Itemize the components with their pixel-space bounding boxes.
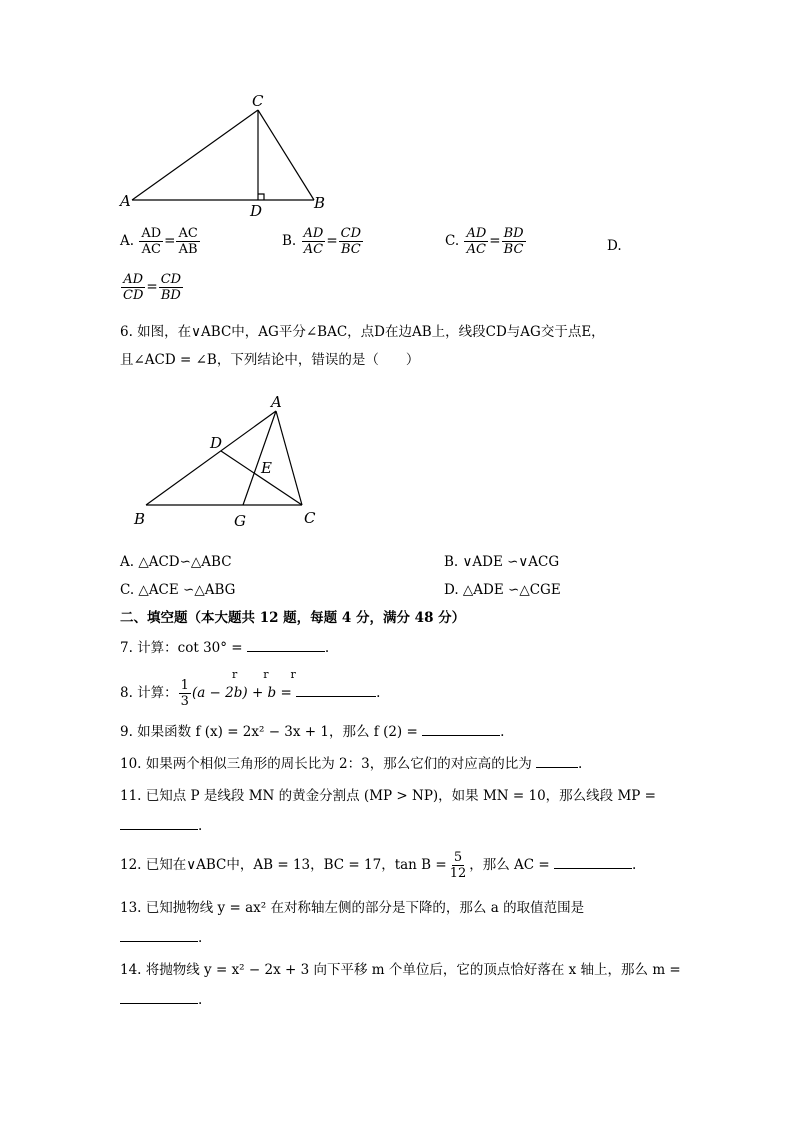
q6-option-c[interactable]: C. △ACE ∽△ABG (120, 582, 236, 598)
q6-option-d[interactable]: D. △ADE ∽△CGE (444, 582, 561, 598)
q5-option-c[interactable]: C. $\frac{AD}{AC}$ = $\frac{BD}{BC}$ (445, 226, 524, 257)
q7-answer-blank[interactable] (247, 639, 325, 652)
q8-answer-blank[interactable] (296, 684, 376, 697)
bisector-ag (243, 411, 276, 505)
figure-triangle-bisector (130, 390, 330, 530)
side-ba (146, 411, 276, 505)
label-a: A (120, 192, 131, 210)
q13-line1: 13. 已知抛物线 y = ax² 在对称轴左侧的部分是下降的，那么 a 的取值范围是 (120, 900, 585, 916)
q11-line1: 11. 已知点 P 是线段 MN 的黄金分割点 (MP > NP)，如果 MN = 10，那么线段 MP = (120, 788, 656, 804)
q13-line2: . (120, 928, 202, 948)
label-a: A (271, 393, 282, 411)
q6-option-a[interactable]: A. △ACD∽△ABC (120, 554, 232, 570)
right-angle-mark (258, 194, 264, 200)
q13-answer-blank[interactable] (120, 929, 198, 942)
side-cb (258, 110, 314, 200)
q11-answer-blank[interactable] (120, 817, 198, 830)
section2-title: 二、填空题（本大题共 12 题，每题 4 分，满分 48 分） (120, 610, 466, 626)
q14-line1: 14. 将抛物线 y = x² − 2x + 3 向下平移 m 个单位后，它的顶点恰好落在 x 轴上，那么 m = (120, 962, 681, 978)
q11-line2: . (120, 816, 202, 836)
label-b: B (314, 194, 326, 212)
q10-answer-blank[interactable] (536, 755, 578, 768)
vector-marks: r r r (232, 668, 296, 681)
label-e: E (261, 459, 272, 477)
q9-answer-blank[interactable] (422, 723, 500, 736)
label-c: C (304, 509, 316, 527)
label-b: B (134, 510, 146, 528)
q6-stem-line1: 6. 如图，在∨ABC中，AG平分∠BAC，点D在边AB上，线段CD与AG交于点E， (120, 324, 605, 340)
q6-option-b[interactable]: B. ∨ADE ∽∨ACG (444, 554, 560, 570)
q14-answer-blank[interactable] (120, 991, 198, 1004)
label-d: D (250, 202, 263, 220)
side-ac (132, 110, 258, 200)
q12: 12. 已知在∨ABC中，AB = 13，BC = 17，tan B = $\frac{5}{12}$ ，那么 AC = . (120, 850, 637, 881)
q14-line2: . (120, 990, 202, 1010)
label-g: G (234, 512, 246, 530)
q5-option-d[interactable]: $\frac{AD}{CD}$ = $\frac{CD}{BD}$ (123, 272, 182, 303)
q6-stem-line2: 且∠ACD = ∠B，下列结论中，错误的是（ ） (120, 352, 420, 368)
label-c: C (252, 92, 264, 110)
q5-option-b[interactable]: B. $\frac{AD}{AC}$ = $\frac{CD}{BC}$ (282, 226, 362, 257)
label-d: D (210, 434, 223, 452)
q9: 9. 如果函数 f (x) = 2x² − 3x + 1，那么 f (2) = . (120, 724, 505, 740)
q10: 10. 如果两个相似三角形的周长比为 2：3，那么它们的对应高的比为 . (120, 756, 583, 772)
q7: 7. 计算：cot 30° = . (120, 640, 330, 656)
q5-option-a[interactable]: A. $\frac{AD}{AC}$ = $\frac{AC}{AB}$ (120, 226, 198, 257)
q12-answer-blank[interactable] (554, 856, 632, 869)
q5-option-d-label[interactable]: D. (607, 238, 622, 254)
figure-triangle-altitude (110, 88, 340, 223)
